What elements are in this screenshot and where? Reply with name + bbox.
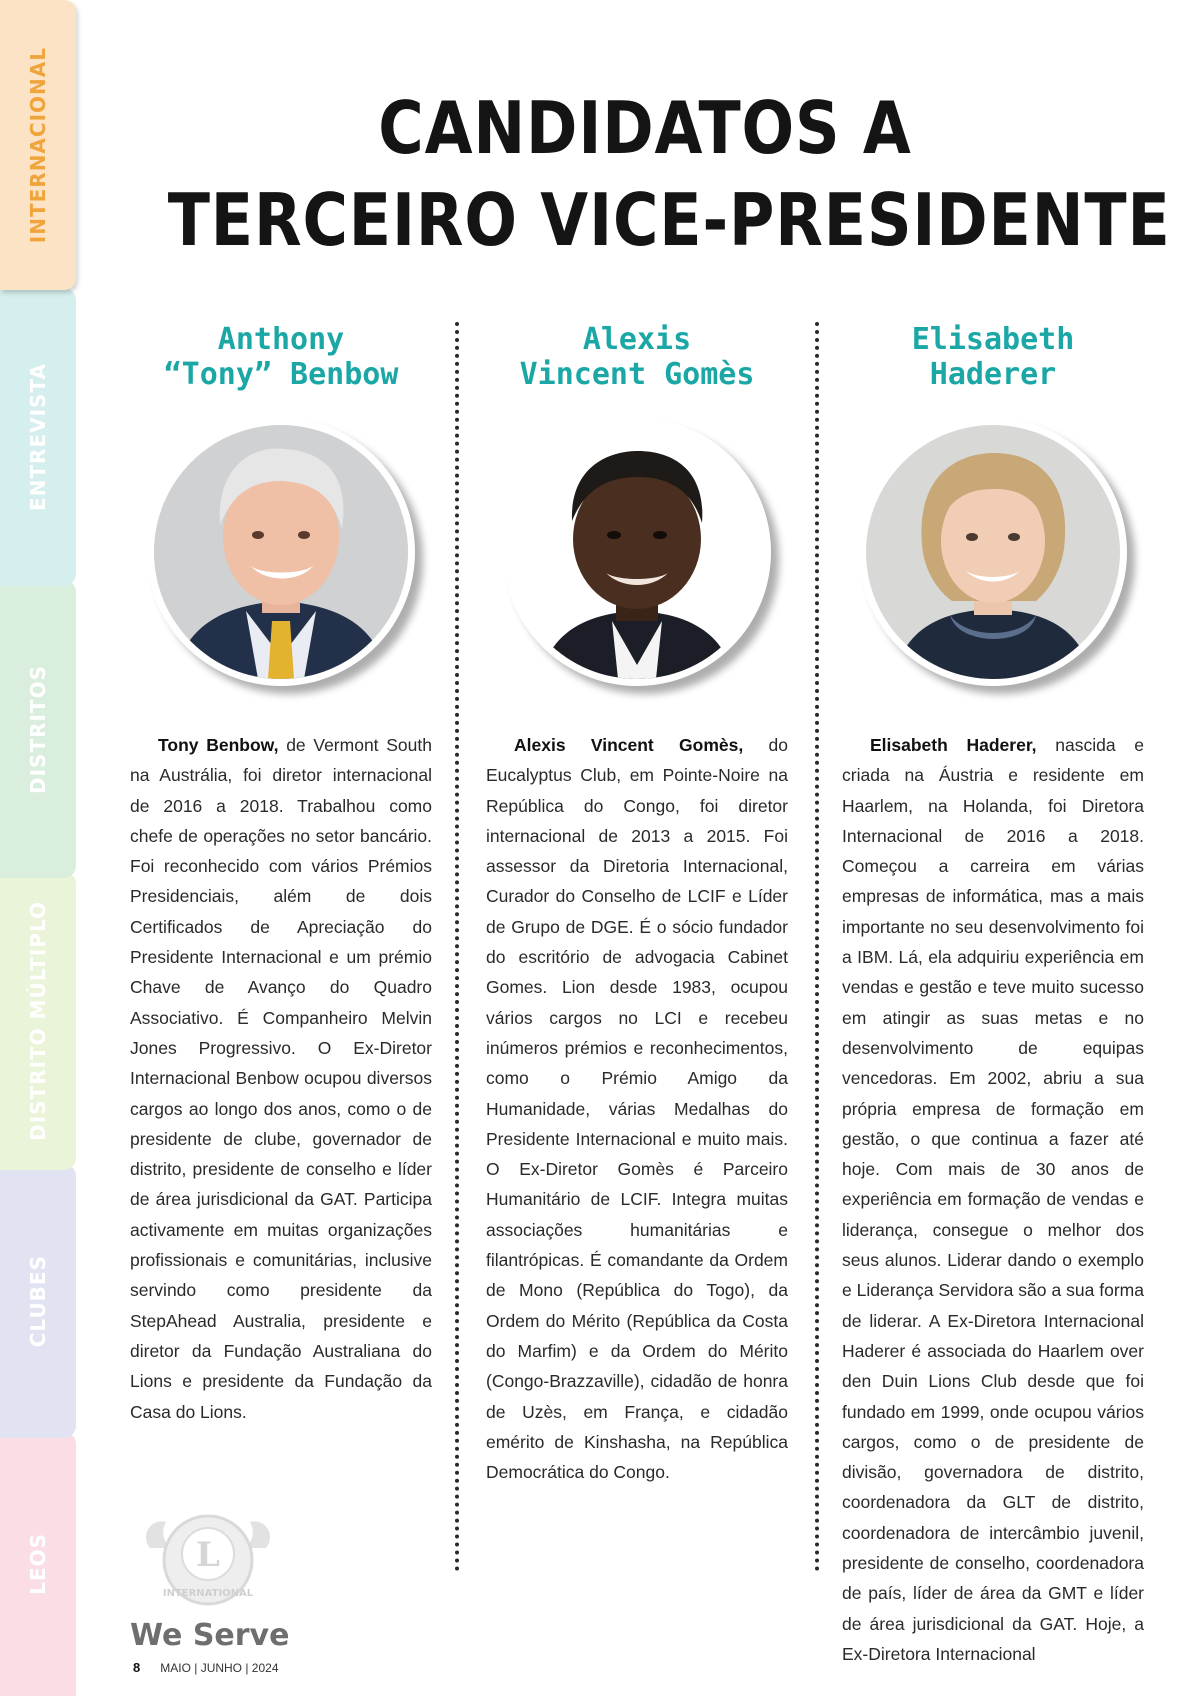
page-title [167, 82, 1171, 266]
candidate-photo [147, 418, 415, 686]
tab-distrito-multiplo[interactable] [0, 872, 76, 1170]
candidate-bio [486, 730, 788, 1487]
candidate-column-haderer [842, 322, 1144, 1664]
lions-international-logo [130, 1508, 286, 1618]
bio-text: de Vermont South na Austrália, foi diretor internacional de 2016 a 2018. Trabalhou como chefe de operações no setor bancário. Foi reconhecido com vários Prémios Presidenciais, além de dois Certificados de Apreciação do Presidente Internacional e um prémio Chave de Avanço do Quadro Associativo. É Companheiro Melvin Jones Progressivo. O Ex-Diretor Internacional Benbow ocupou diversos cargos ao longo dos anos, como o de presidente de clube, governador de distrito, presidente de conselho e líder de área jurisdicional da GAT. Participa activamente em muitas organizações profissionais e comunitárias, inclusive servindo como presidente da StepAhead Australia, presidente e diretor da Fundação Australiana do Lions e presidente da Fundação da Casa do Lions. [130, 735, 432, 1422]
candidate-column-gomes [486, 322, 788, 1483]
candidate-bio [130, 730, 432, 1427]
candidate-name [130, 322, 432, 392]
column-divider [815, 322, 819, 1572]
page-number: 8 [133, 1660, 141, 1675]
page-footer [133, 1660, 279, 1675]
bio-lead: Elisabeth Haderer, [870, 735, 1037, 755]
candidate-name-line-2: “Tony” Benbow [163, 357, 399, 392]
column-divider [455, 322, 459, 1572]
logo-letter: L [196, 1535, 220, 1575]
tab-label: DISTRITOS [26, 664, 50, 794]
candidate-name-line-1: Anthony [217, 322, 345, 357]
bio-text: do Eucalyptus Club, em Pointe-Noire na República do Congo, foi diretor internacional de 2013 a 2015. Foi assessor da Diretoria Internacional, Curador do Conselho de LCIF e Líder de Grupo de DGE. É o sócio fundador do escritório de advogacia Cabinet Gomes. Lion desde 1983, ocupou vários cargos no LCI e recebeu inúmeros prémios e reconhecimentos, como o Prémio Amigo da Humanidade, várias Medalhas do Presidente Internacional e muito mais. O Ex-Diretor Gomès é Parceiro Humanitário de LCIF. Integra muitas associações humanitárias e filantrópicas. É comandante da Ordem de Mono (República do Togo), da Ordem do Mérito (República da Costa do Marfim) e da Ordem do Mérito (Congo-Brazzaville), cidadão de honra de Uzès, em França, e cidadão emérito de Kinshasha, na República Democrática do Congo. [486, 735, 788, 1483]
tab-entrevista[interactable] [0, 288, 76, 586]
tab-internacional[interactable] [0, 0, 76, 290]
candidate-name-line-2: Vincent Gomès [519, 357, 755, 392]
section-tabs [0, 0, 80, 1696]
candidate-name-line-1: Elisabeth [911, 322, 1075, 357]
slogan: We Serve [130, 1618, 290, 1653]
bio-lead: Tony Benbow, [158, 735, 279, 755]
tab-distritos[interactable] [0, 580, 76, 878]
title-line-2: TERCEIRO VICE-PRESIDENTE [167, 178, 1171, 262]
portrait-benbow [154, 425, 408, 679]
tab-label: DISTRITO MÚLTIPLO [26, 901, 50, 1141]
candidate-name-line-1: Alexis [582, 322, 692, 357]
bio-lead: Alexis Vincent Gomès, [514, 735, 744, 755]
candidate-bio [842, 730, 1144, 1669]
tab-label: LEOS [26, 1533, 50, 1595]
title-line-1: CANDIDATOS A [378, 86, 912, 170]
logo-ring-text: INTERNATIONAL [162, 1588, 254, 1599]
tab-leos[interactable] [0, 1432, 76, 1696]
candidate-column-benbow [130, 322, 432, 1422]
portrait-gomes [510, 425, 764, 679]
bio-text: nascida e criada na Áustria e residente em Haarlem, na Holanda, foi Diretora Internacional de 2016 a 2018. Começou a carreira em várias empresas de informática, mas a mais importante no seu desenvolvimento foi a IBM. Lá, ela adquiriu experiência em vendas e gestão e teve muito sucesso em atingir as suas metas e no desenvolvimento de equipas vencedoras. Em 2002, abriu a sua própria empresa de formação em gestão, o que continua a fazer até hoje. Com mais de 30 anos de experiência em formação de vendas e liderança, consegue o melhor dos seus alunos. Liderar dando o exemplo e Liderança Servidora são a sua forma de liderar. A Ex-Diretora Internacional Haderer é associada do Haarlem over den Duin Lions Club desde que foi fundado em 1999, onde ocupou vários cargos, como o de presidente de divisão, governadora de distrito, coordenadora da GLT de distrito, coordenadora de intercâmbio juvenil, presidente de conselho, coordenadora de país, líder de área da GMT e líder de área jurisdicional da GAT. Hoje, a Ex-Diretora Internacional [842, 735, 1144, 1664]
candidate-name [842, 322, 1144, 392]
candidate-name [486, 322, 788, 392]
portrait-haderer [866, 425, 1120, 679]
candidate-name-line-2: Haderer [929, 357, 1057, 392]
tab-clubes[interactable] [0, 1164, 76, 1438]
issue-date: MAIO | JUNHO | 2024 [160, 1661, 279, 1675]
candidate-photo [503, 418, 771, 686]
candidate-photo [859, 418, 1127, 686]
tab-label: ENTREVISTA [26, 363, 50, 511]
tab-label: INTERNACIONAL [26, 46, 50, 244]
tab-label: CLUBES [26, 1254, 50, 1348]
